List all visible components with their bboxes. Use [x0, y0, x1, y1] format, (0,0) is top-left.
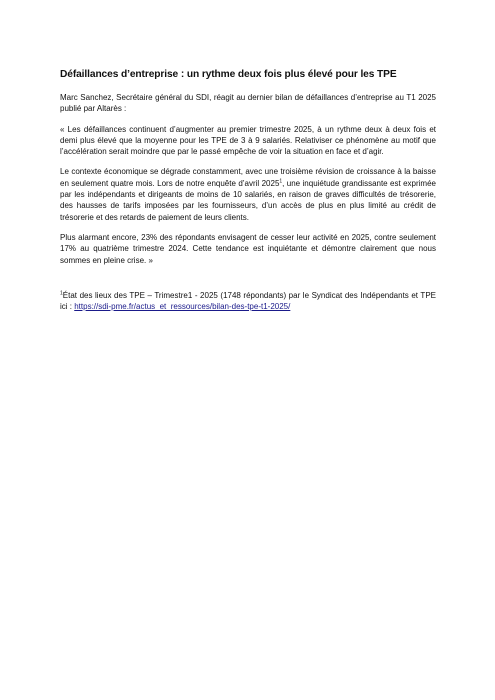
- quote-paragraph-3: Plus alarmant encore, 23% des répondants envisagent de cesser leur activité en 2025, contre seulement 17% au quatrième trimestre 2024. Cette tendance est inquiétante et démontre clairement que nous sommes en pleine crise. »: [60, 232, 436, 265]
- paragraph2-text-start: Le contexte économique se dégrade constamment, avec une troisième révision de croissance à la baisse en seulement quatre mois. Lors de notre enquête d’avril 2025: [60, 167, 436, 188]
- document-body: [60, 68, 436, 312]
- footnote-text: État des lieux des TPE – Trimestre1 - 2025 (1748 répondants) par le Syndicat des Indépendants et TPE ici :: [60, 290, 436, 312]
- paragraph2-text-end: , une inquiétude grandissante est exprimée par les indépendants et dirigeants de moins de 10 salariés, en raison de graves difficultés de trésorerie, des hausses de tarifs imposées par les fournisseurs, d’un accès de plus en plus limité au crédit de trésorerie et des retards de paiement de leurs clients.: [60, 178, 436, 222]
- intro-paragraph: Marc Sanchez, Secrétaire général du SDI, réagit au dernier bilan de défaillances d’entreprise au T1 2025 publié par Altarès :: [60, 93, 436, 114]
- footnote: [60, 290, 436, 313]
- article-title: Défaillances d’entreprise : un rythme deux fois plus élevé pour les TPE: [60, 69, 397, 80]
- quote-paragraph-1: « Les défaillances continuent d’augmenter au premier trimestre 2025, à un rythme deux à deux fois et demi plus élevé que la moyenne pour les TPE de 3 à 9 salariés. Relativiser ce phénomène au motif que l’accélération serait moindre que par le passé empêche de voir la situation en face et d’agir.: [60, 124, 436, 157]
- footnote-reference[interactable]: 1: [279, 178, 283, 185]
- footnote-link[interactable]: https://sdi-pme.fr/actus_et_ressources/bilan-des-tpe-t1-2025/: [74, 302, 291, 312]
- footnote-mark: 1: [60, 290, 63, 297]
- quote-paragraph-2: [60, 166, 436, 222]
